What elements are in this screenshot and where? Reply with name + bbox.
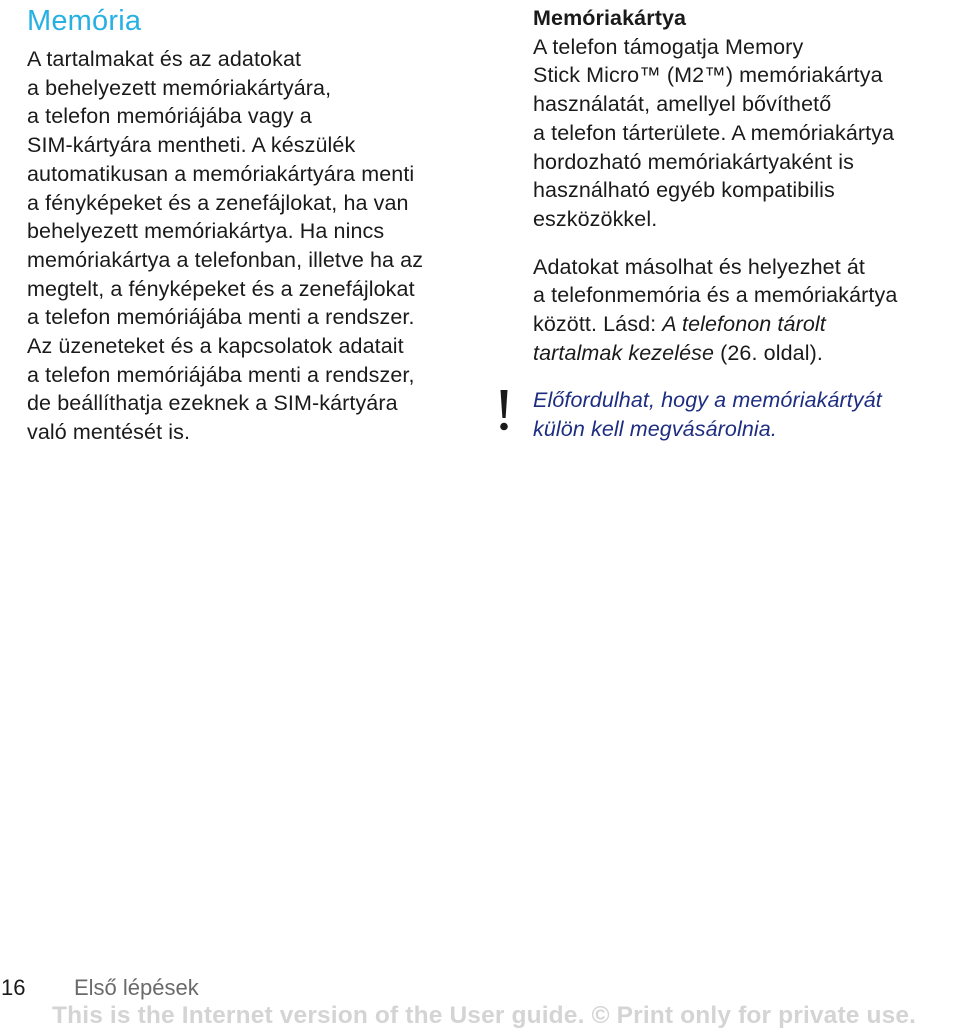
disclaimer-watermark: This is the Internet version of the User guide. © Print only for private use.: [52, 1002, 917, 1029]
section-title: Memória: [27, 5, 142, 37]
chapter-name: Első lépések: [74, 975, 199, 1000]
copy-paragraph: [533, 253, 958, 368]
left-column: [27, 3, 467, 447]
note-text: Előfordulhat, hogy a memóriakártyát külön kell megvásárolnia.: [533, 388, 882, 442]
memory-card-paragraph: A telefon támogatja Memory Stick Micro™ (M2™) memóriakártya használatát, amellyel bővíthető a telefon tárterülete. A memóriakártya hordozható memóriakártyaként is használható egyéb kompatibilis eszközökkel.: [533, 34, 895, 231]
note-box: [533, 386, 958, 443]
copy-paragraph-text: Adatokat másolhat és helyezhet át a telefonmemória és a memóriakártya között. Lásd:: [533, 254, 898, 337]
subsection-heading: Memóriakártya: [533, 6, 687, 30]
page-number: 16: [1, 975, 26, 1000]
page-reference: (26. oldal).: [714, 340, 823, 365]
cross-reference-link: A telefonon tárolt tartalmak kezelése: [533, 312, 826, 365]
section-body: A tartalmakat és az adatokat a behelyezett memóriakártyára, a telefon memóriájába vagy a SIM-kártyára mentheti. A készülék automatikusan a memóriakártyára menti a fényképeket és a zenefájlokat, ha van behelyezett memóriakártya. Ha nincs memóriakártya a telefonban, illetve ha az megtelt, a fényképeket és a zenefájlokat a telefon memóriájába menti a rendszer. Az üzeneteket és a kapcsolatok adatait a telefon memóriájába menti a rendszer, de beállíthatja ezeknek a SIM-kártyára való mentését is.: [27, 47, 424, 445]
right-column: [533, 3, 958, 444]
exclamation-icon: [499, 390, 509, 432]
